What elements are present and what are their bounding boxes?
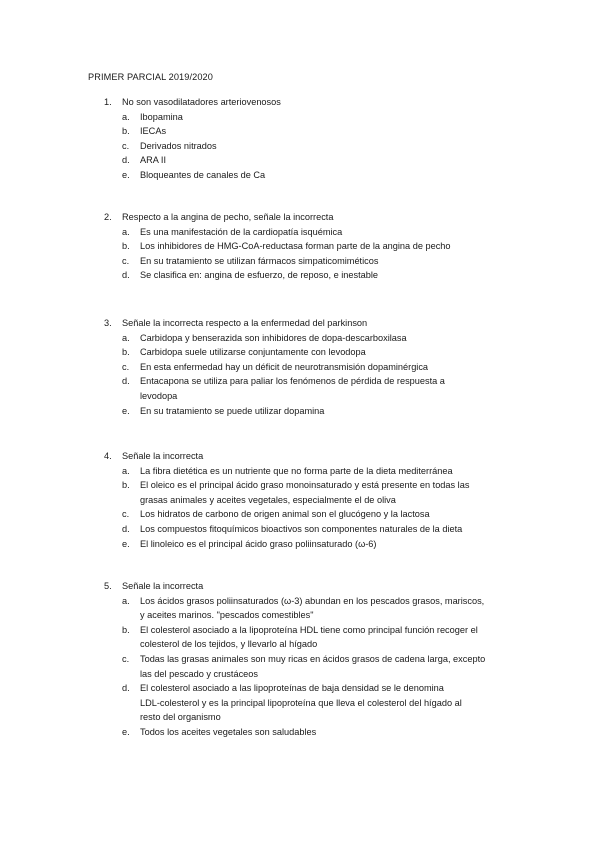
option-text-continuation: y aceites marinos. "pescados comestibles" xyxy=(140,610,314,621)
option-text: El oleico es el principal ácido graso monoinsaturado y está presente en todas las xyxy=(140,480,470,491)
option-letter: b. xyxy=(122,624,130,635)
option-letter: e. xyxy=(122,405,130,416)
option-letter: c. xyxy=(122,361,130,372)
option-letter: d. xyxy=(122,376,130,387)
option-letter: e. xyxy=(122,727,130,737)
option-letter: c. xyxy=(122,140,130,151)
option-letter: c. xyxy=(122,255,130,266)
question-number: 3. xyxy=(104,318,112,328)
question-number: 2. xyxy=(104,212,112,222)
option-text: Bloqueantes de canales de Ca xyxy=(140,170,266,180)
option-text-continuation: levodopa xyxy=(140,391,178,401)
option-text: La fibra dietética es un nutriente que no forma parte de la dieta mediterránea xyxy=(140,465,453,476)
option-text: Los ácidos grasos poliinsaturados (ω-3) abundan en los pescados grasos, mariscos, xyxy=(140,595,485,606)
option-text: En su tratamiento se puede utilizar dopamina xyxy=(140,405,325,416)
option-text: El colesterol asociado a las lipoproteínas de baja densidad se le denomina xyxy=(140,683,444,694)
option-letter: c. xyxy=(122,654,130,664)
question-text: Señale la incorrecta xyxy=(122,581,204,591)
option-letter: a. xyxy=(122,111,130,122)
option-letter: a. xyxy=(122,226,130,237)
option-text: Es una manifestación de la cardiopatía isquémica xyxy=(140,226,343,237)
option-text: En su tratamiento se utilizan fármacos simpaticomiméticos xyxy=(140,255,379,266)
option-text-continuation: LDL-colesterol y es la principal lipoproteína que lleva el colesterol del hígado al xyxy=(140,697,462,708)
question-number: 5. xyxy=(104,581,112,591)
option-text: En esta enfermedad hay un déficit de neurotransmisión dopaminérgica xyxy=(140,361,429,372)
option-text: El linoleico es el principal ácido graso poliinsaturado (ω-6) xyxy=(140,538,377,549)
option-letter: b. xyxy=(122,480,130,491)
option-text: IECAs xyxy=(140,126,167,137)
option-text: Derivados nitrados xyxy=(140,140,217,151)
option-letter: d. xyxy=(122,155,130,166)
option-text: El colesterol asociado a la lipoproteína HDL tiene como principal función recoger el xyxy=(140,624,478,635)
option-text: Todos los aceites vegetales son saludables xyxy=(140,727,317,737)
option-text-continuation: las del pescado y crustáceos xyxy=(140,668,258,679)
option-text: Los compuestos fitoquímicos bioactivos son componentes naturales de la dieta xyxy=(140,524,463,534)
option-letter: e. xyxy=(122,170,130,180)
option-letter: c. xyxy=(122,509,130,520)
option-text: Carbidopa suele utilizarse conjuntamente con levodopa xyxy=(140,347,366,358)
question-text: Señale la incorrecta xyxy=(122,451,204,461)
option-letter: e. xyxy=(122,538,130,549)
question-text: Señale la incorrecta respecto a la enfermedad del parkinson xyxy=(122,318,368,328)
option-text: Carbidopa y benserazida son inhibidores de dopa-descarboxilasa xyxy=(140,332,407,343)
option-text: Ibopamina xyxy=(140,111,183,122)
option-text: Entacapona se utiliza para paliar los fenómenos de pérdida de respuesta a xyxy=(140,376,445,387)
question-number: 4. xyxy=(104,451,112,461)
option-text: Los inhibidores de HMG-CoA-reductasa forman parte de la angina de pecho xyxy=(140,241,451,252)
question-number: 1. xyxy=(104,97,112,107)
option-text: Todas las grasas animales son muy ricas en ácidos grasos de cadena larga, excepto xyxy=(140,654,486,664)
option-letter: a. xyxy=(122,595,130,606)
option-letter: a. xyxy=(122,465,130,476)
option-text-continuation: grasas animales y aceites vegetales, especialmente el de oliva xyxy=(140,494,396,505)
question-text: Respecto a la angina de pecho, señale la incorrecta xyxy=(122,212,334,222)
option-text: ARA II xyxy=(140,155,167,166)
question-text: No son vasodilatadores arteriovenosos xyxy=(122,97,281,107)
option-letter: b. xyxy=(122,241,130,252)
option-letter: b. xyxy=(122,126,130,137)
option-letter: d. xyxy=(122,524,130,534)
option-letter: a. xyxy=(122,332,130,343)
option-letter: b. xyxy=(122,347,130,358)
option-text: Los hidratos de carbono de origen animal son el glucógeno y la lactosa xyxy=(140,509,430,520)
option-letter: d. xyxy=(122,270,130,281)
option-letter: d. xyxy=(122,683,130,694)
option-text-continuation: resto del organismo xyxy=(140,712,221,723)
page-title: PRIMER PARCIAL 2019/2020 xyxy=(88,72,213,82)
option-text-continuation: colesterol de los tejidos, y llevarlo al hígado xyxy=(140,639,318,650)
option-text: Se clasifica en: angina de esfuerzo, de reposo, e inestable xyxy=(140,270,379,281)
